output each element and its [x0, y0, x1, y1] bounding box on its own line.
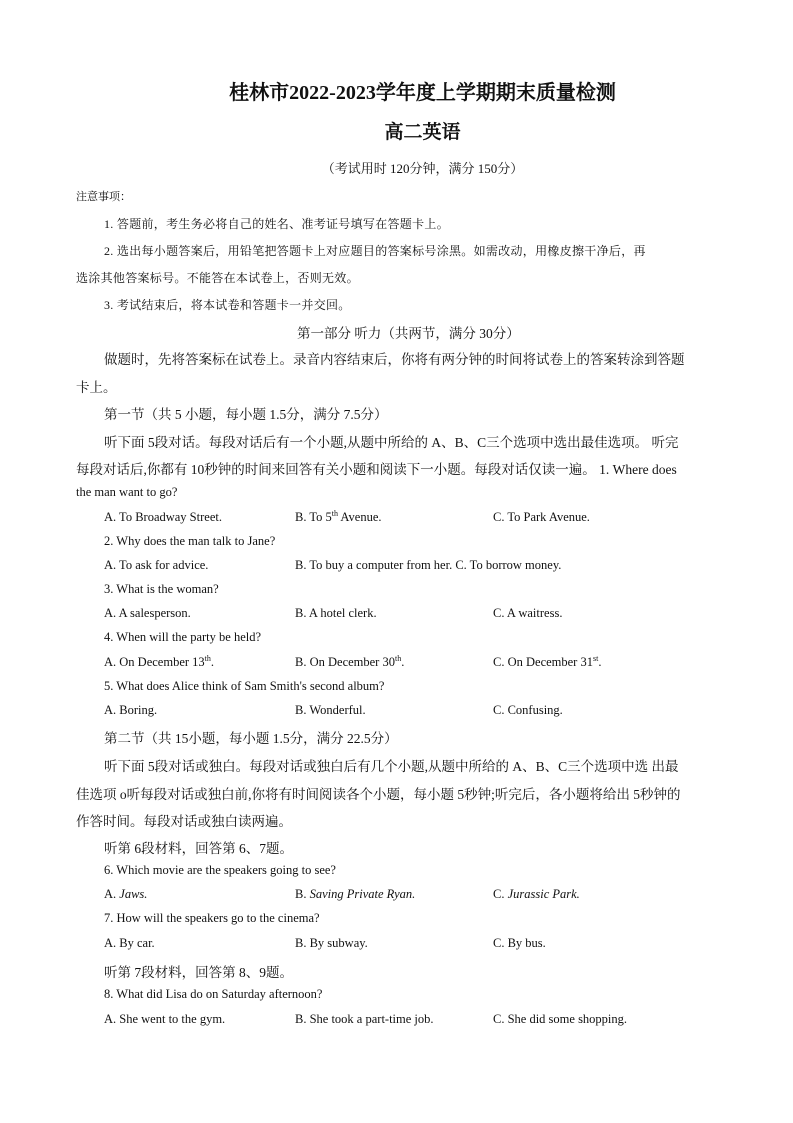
q3-stem: 3. What is the woman?: [104, 582, 219, 596]
notice-heading: 注意事项：: [76, 191, 131, 203]
q8-stem: 8. What did Lisa do on Saturday afternoon?: [104, 987, 323, 1001]
q5-stem: 5. What does Alice think of Sam Smith's second album?: [104, 679, 385, 693]
q5-option-c: C. Confusing.: [493, 703, 563, 717]
q3-option-c: C. A waitress.: [493, 606, 563, 620]
q2-option-a: A. To ask for advice.: [104, 558, 209, 572]
q1-option-a: A. To Broadway Street.: [104, 510, 222, 524]
section2-heading: 第二节（共 15小题，每小题 1.5分，满分 22.5分）: [104, 731, 398, 746]
q8-option-a: A. She went to the gym.: [104, 1012, 226, 1026]
section1-instruction-line-3: the man want to go?: [76, 485, 178, 499]
q6-stem: 6. Which movie are the speakers going to see?: [104, 863, 336, 877]
part1-heading: 第一部分 听力（共两节，满分 30分）: [297, 326, 520, 341]
section2-instruction-line-2: 佳选项 o听每段对话或独白前,你将有时间阅读各个小题，每小题 5秒钟;听完后，各小题将给出 5秒钟的: [76, 787, 681, 802]
q6-option-b: B. Saving Private Ryan.: [295, 887, 416, 901]
q5-option-a: A. Boring.: [104, 703, 158, 717]
q3-option-b: B. A hotel clerk.: [295, 606, 377, 620]
notice-item-2-line-2: 选涂其他答案标号。不能答在本试卷上，否则无效。: [76, 271, 359, 285]
notice-item-2-line-1: 2. 选出每小题答案后，用铅笔把答题卡上对应题目的答案标号涂黑。如需改动，用橡皮擦干净后，再: [104, 244, 646, 258]
q4-option-c: C. On December 31st.: [493, 653, 602, 669]
q3-option-a: A. A salesperson.: [104, 606, 191, 620]
part1-intro-line-1: 做题时，先将答案标在试卷上。录音内容结束后，你将有两分钟的时间将试卷上的答案转涂到答题: [104, 352, 685, 367]
q7-option-b: B. By subway.: [295, 936, 368, 950]
q7-stem: 7. How will the speakers go to the cinema?: [104, 911, 320, 925]
q6-option-c: C. Jurassic Park.: [493, 887, 580, 901]
exam-title: 桂林市2022-2023学年度上学期期末质量检测: [229, 82, 616, 104]
notice-item-1: 1. 答题前，考生务必将自己的姓名、准考证号填写在答题卡上。: [104, 217, 450, 231]
exam-time-info: （考试用时 120分钟，满分 150分）: [321, 161, 524, 176]
q2-option-bc: B. To buy a computer from her. C. To borrow money.: [295, 558, 562, 572]
q6-option-a: A. Jaws.: [104, 887, 148, 901]
q4-option-a: A. On December 13th.: [104, 653, 215, 669]
q8-option-b: B. She took a part-time job.: [295, 1012, 434, 1026]
q8-option-c: C. She did some shopping.: [493, 1012, 628, 1026]
q7-option-a: A. By car.: [104, 936, 155, 950]
notice-item-3: 3. 考试结束后，将本试卷和答题卡一并交回。: [104, 298, 351, 312]
section2-instruction-line-1: 听下面 5段对话或独白。每段对话或独白后有几个小题,从题中所给的 A、B、C三个选项中选 出最: [104, 759, 679, 774]
material-6-heading: 听第 6段材料，回答第 6、7题。: [104, 841, 293, 856]
q2-stem: 2. Why does the man talk to Jane?: [104, 534, 276, 548]
part1-intro-line-2: 卡上。: [76, 380, 117, 395]
material-7-heading: 听第 7段材料，回答第 8、9题。: [104, 965, 293, 980]
q1-option-b: B. To 5th Avenue.: [295, 508, 382, 524]
exam-subject: 高二英语: [384, 122, 461, 143]
section2-instruction-line-3: 作答时间。每段对话或独白读两遍。: [76, 814, 292, 829]
q4-option-b: B. On December 30th.: [295, 653, 405, 669]
q1-option-c: C. To Park Avenue.: [493, 510, 590, 524]
q7-option-c: C. By bus.: [493, 936, 546, 950]
section1-instruction-line-1: 听下面 5段对话。每段对话后有一个小题,从题中所给的 A、B、C三个选项中选出最佳选项。 听完: [104, 435, 679, 450]
q4-stem: 4. When will the party be held?: [104, 630, 262, 644]
section1-instruction-line-2: 每段对话后,你都有 10秒钟的时间来回答有关小题和阅读下一小题。每段对话仅读一遍。 1. Where does: [76, 462, 677, 477]
q5-option-b: B. Wonderful.: [295, 703, 366, 717]
section1-heading: 第一节（共 5 小题，每小题 1.5分，满分 7.5分）: [104, 407, 388, 422]
